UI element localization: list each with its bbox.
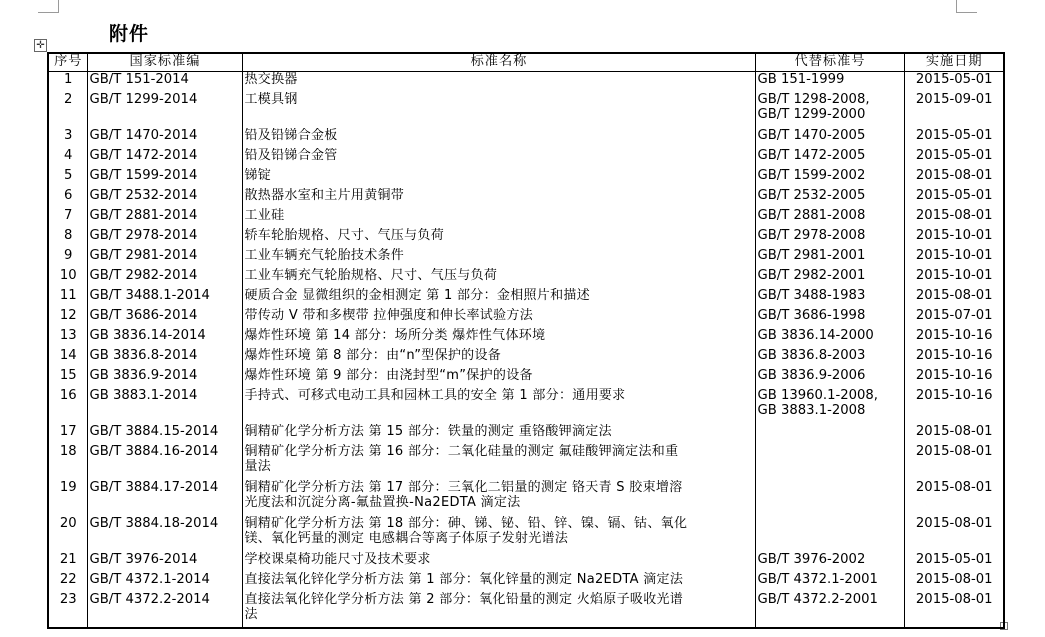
- cell-code: GB/T 3488.1-2014: [87, 288, 242, 308]
- cell-seq: 3: [48, 128, 87, 148]
- cell-replaces: [755, 208, 904, 228]
- cell-replaces-line: GB/T 1599-2002: [757, 167, 866, 183]
- table-row: [48, 480, 1004, 516]
- cell-name-line: 工业硅: [244, 207, 285, 223]
- cell-name-line: 热交换器: [244, 72, 298, 87]
- cell-replaces: [755, 188, 904, 208]
- cell-seq: 15: [48, 368, 87, 388]
- cell-date: 2015-05-01: [904, 188, 1004, 208]
- cell-name-line: 硬质合金 显微组织的金相测定 第 1 部分：金相照片和描述: [244, 287, 591, 303]
- cell-replaces: [755, 572, 904, 592]
- table-move-handle-icon[interactable]: ✛: [34, 39, 47, 52]
- cell-code: GB 3883.1-2014: [87, 388, 242, 424]
- cell-name-line: 学校课桌椅功能尺寸及技术要求: [244, 551, 431, 567]
- cell-name: [242, 572, 755, 592]
- table-row: [48, 424, 1004, 444]
- cell-name: [242, 268, 755, 288]
- cell-replaces-line: GB 3836.14-2000: [757, 327, 874, 343]
- cell-name: [242, 308, 755, 328]
- cell-code: GB/T 2978-2014: [87, 228, 242, 248]
- table-row: [48, 72, 1004, 92]
- cell-replaces: [755, 480, 904, 516]
- cell-replaces: [755, 72, 904, 92]
- table-row: [48, 388, 1004, 424]
- cell-date: 2015-05-01: [904, 128, 1004, 148]
- cell-date: 2015-05-01: [904, 148, 1004, 168]
- crop-mark-top-right: [956, 0, 977, 13]
- cell-replaces: [755, 552, 904, 572]
- cell-name-line: 直接法氧化锌化学分析方法 第 1 部分：氧化锌量的测定 Na2EDTA 滴定法: [244, 571, 684, 587]
- cell-date: 2015-10-01: [904, 228, 1004, 248]
- cell-replaces: [755, 128, 904, 148]
- cell-replaces: [755, 268, 904, 288]
- cell-date: 2015-08-01: [904, 208, 1004, 228]
- cell-replaces: [755, 288, 904, 308]
- table-row: [48, 308, 1004, 328]
- cell-name: [242, 168, 755, 188]
- cell-seq: 19: [48, 480, 87, 516]
- cell-replaces-line: GB 3836.8-2003: [757, 347, 866, 363]
- cell-name: [242, 128, 755, 148]
- cell-name-line: 铜精矿化学分析方法 第 15 部分：铁量的测定 重铬酸钾滴定法: [244, 423, 612, 439]
- cell-date: 2015-05-01: [904, 72, 1004, 92]
- page-title: 附件: [109, 23, 150, 45]
- cell-name-line: 铜精矿化学分析方法 第 18 部分：砷、锑、铋、铅、锌、镍、镉、钴、氧化: [244, 515, 688, 531]
- table-row: [48, 268, 1004, 288]
- cell-replaces-line: GB/T 2982-2001: [757, 267, 866, 283]
- cell-seq: 5: [48, 168, 87, 188]
- cell-date: 2015-08-01: [904, 480, 1004, 516]
- cell-name-line: 爆炸性环境 第 8 部分：由“n”型保护的设备: [244, 347, 502, 363]
- cell-seq: 6: [48, 188, 87, 208]
- cell-date: 2015-09-01: [904, 92, 1004, 128]
- cell-replaces: [755, 348, 904, 368]
- cell-replaces: [755, 444, 904, 480]
- cell-date: 2015-10-16: [904, 368, 1004, 388]
- cell-name: [242, 92, 755, 128]
- cell-seq: 21: [48, 552, 87, 572]
- cell-code: GB/T 3976-2014: [87, 552, 242, 572]
- cell-name: [242, 228, 755, 248]
- cell-name-line: 带传动 V 带和多楔带 拉伸强度和伸长率试验方法: [244, 307, 533, 323]
- cell-name-line: 铅及铅锑合金板: [244, 127, 338, 143]
- cell-replaces-line: GB/T 3976-2002: [757, 551, 866, 567]
- standards-table: [47, 52, 1005, 629]
- header-date: 实施日期: [904, 53, 1004, 72]
- cell-replaces-line: GB 13960.1-2008,: [757, 387, 879, 403]
- cell-replaces-line: GB/T 4372.1-2001: [757, 571, 878, 587]
- cell-name-line: 锑锭: [244, 167, 272, 183]
- cell-seq: 16: [48, 388, 87, 424]
- cell-name-line: 轿车轮胎规格、尺寸、气压与负荷: [244, 227, 445, 243]
- cell-name-line: 光度法和沉淀分离-氟盐置换-Na2EDTA 滴定法: [244, 494, 521, 510]
- cell-name: [242, 424, 755, 444]
- table-row: [48, 148, 1004, 168]
- cell-date: 2015-08-01: [904, 168, 1004, 188]
- cell-name-line: 铅及铅锑合金管: [244, 147, 338, 163]
- cell-code: GB/T 1299-2014: [87, 92, 242, 128]
- cell-replaces-line: GB 151-1999: [757, 72, 845, 87]
- cell-name: [242, 480, 755, 516]
- cell-name-line: 工业车辆充气轮胎技术条件: [244, 247, 405, 263]
- table-row: [48, 168, 1004, 188]
- table-row: [48, 208, 1004, 228]
- cell-name: [242, 208, 755, 228]
- cell-name: [242, 148, 755, 168]
- cell-name-line: 散热器水室和主片用黄铜带: [244, 187, 405, 203]
- cell-replaces: [755, 328, 904, 348]
- cell-seq: 11: [48, 288, 87, 308]
- cell-name-line: 镁、氧化钙量的测定 电感耦合等离子体原子发射光谱法: [244, 530, 569, 546]
- cell-date: 2015-08-01: [904, 516, 1004, 552]
- table-row: [48, 188, 1004, 208]
- cell-code: GB/T 2981-2014: [87, 248, 242, 268]
- cell-code: GB/T 3884.16-2014: [87, 444, 242, 480]
- table-header-row: [48, 53, 1004, 72]
- cell-seq: 23: [48, 592, 87, 628]
- cell-code: GB 3836.14-2014: [87, 328, 242, 348]
- cell-name: [242, 248, 755, 268]
- cell-date: 2015-07-01: [904, 308, 1004, 328]
- cell-date: 2015-08-01: [904, 444, 1004, 480]
- cell-name-line: 量法: [244, 458, 272, 474]
- cell-code: GB/T 4372.2-2014: [87, 592, 242, 628]
- cell-replaces: [755, 228, 904, 248]
- cell-code: GB/T 4372.1-2014: [87, 572, 242, 592]
- cell-replaces-line: GB/T 3488-1983: [757, 287, 866, 303]
- cell-seq: 7: [48, 208, 87, 228]
- cell-name: [242, 72, 755, 92]
- cell-code: GB/T 1472-2014: [87, 148, 242, 168]
- cell-seq: 20: [48, 516, 87, 552]
- cell-date: 2015-05-01: [904, 552, 1004, 572]
- cell-replaces: [755, 248, 904, 268]
- cell-code: GB 3836.8-2014: [87, 348, 242, 368]
- cell-seq: 14: [48, 348, 87, 368]
- cell-seq: 9: [48, 248, 87, 268]
- table-row: [48, 228, 1004, 248]
- cell-name: [242, 188, 755, 208]
- cell-seq: 1: [48, 72, 87, 92]
- cell-name-line: 手持式、可移式电动工具和园林工具的安全 第 1 部分：通用要求: [244, 387, 626, 403]
- table-row: [48, 248, 1004, 268]
- cell-replaces-line: GB 3883.1-2008: [757, 402, 866, 418]
- cell-name-line: 铜精矿化学分析方法 第 17 部分：三氧化二铝量的测定 铬天青 S 胶束增溶: [244, 479, 683, 495]
- cell-seq: 8: [48, 228, 87, 248]
- cell-name: [242, 552, 755, 572]
- cell-replaces: [755, 424, 904, 444]
- cell-name-line: 爆炸性环境 第 14 部分：场所分类 爆炸性气体环境: [244, 327, 546, 343]
- cell-replaces-line: GB/T 3686-1998: [757, 307, 866, 323]
- table-row: [48, 328, 1004, 348]
- cell-date: 2015-10-16: [904, 388, 1004, 424]
- cell-replaces-line: GB/T 2881-2008: [757, 207, 866, 223]
- cell-name: [242, 348, 755, 368]
- cell-replaces-line: GB/T 2532-2005: [757, 187, 866, 203]
- cell-date: 2015-08-01: [904, 572, 1004, 592]
- header-replaces: 代替标准号: [755, 53, 904, 72]
- cell-name: [242, 444, 755, 480]
- cell-replaces: [755, 168, 904, 188]
- header-seq: 序号: [48, 53, 87, 72]
- cell-replaces: [755, 308, 904, 328]
- cell-name-line: 法: [244, 606, 258, 622]
- header-name: 标准名称: [242, 53, 755, 72]
- cell-name: [242, 388, 755, 424]
- cell-date: 2015-10-01: [904, 248, 1004, 268]
- table-row: [48, 288, 1004, 308]
- cell-date: 2015-08-01: [904, 424, 1004, 444]
- cell-replaces: [755, 92, 904, 128]
- cell-name-line: 铜精矿化学分析方法 第 16 部分：二氧化硅量的测定 氟硅酸钾滴定法和重: [244, 443, 679, 459]
- cell-seq: 18: [48, 444, 87, 480]
- cell-name: [242, 592, 755, 628]
- cell-seq: 22: [48, 572, 87, 592]
- table-row: [48, 572, 1004, 592]
- table-row: [48, 348, 1004, 368]
- cell-replaces-line: GB 3836.9-2006: [757, 367, 866, 383]
- cell-name: [242, 328, 755, 348]
- cell-name-line: 工模具钢: [244, 91, 298, 107]
- cell-code: GB/T 3686-2014: [87, 308, 242, 328]
- cell-name-line: 直接法氧化锌化学分析方法 第 2 部分：氧化铅量的测定 火焰原子吸收光谱: [244, 591, 684, 607]
- cell-name-line: 工业车辆充气轮胎规格、尺寸、气压与负荷: [244, 267, 498, 283]
- cell-name: [242, 516, 755, 552]
- table-row: [48, 444, 1004, 480]
- cell-replaces-line: GB/T 2981-2001: [757, 247, 866, 263]
- cell-date: 2015-08-01: [904, 592, 1004, 628]
- cell-replaces-line: GB/T 4372.2-2001: [757, 591, 878, 607]
- cell-seq: 13: [48, 328, 87, 348]
- table-row: [48, 552, 1004, 572]
- cell-code: GB/T 1599-2014: [87, 168, 242, 188]
- cell-seq: 17: [48, 424, 87, 444]
- table-body: [48, 72, 1004, 628]
- cell-replaces: [755, 592, 904, 628]
- cell-date: 2015-10-16: [904, 348, 1004, 368]
- cell-date: 2015-08-01: [904, 288, 1004, 308]
- cell-code: GB/T 3884.17-2014: [87, 480, 242, 516]
- cell-name: [242, 368, 755, 388]
- cell-date: 2015-10-16: [904, 328, 1004, 348]
- cell-name-line: 爆炸性环境 第 9 部分：由浇封型“m”保护的设备: [244, 367, 533, 383]
- cell-code: GB/T 3884.18-2014: [87, 516, 242, 552]
- cell-code: GB/T 2881-2014: [87, 208, 242, 228]
- table-row: [48, 92, 1004, 128]
- cell-replaces-line: GB/T 1299-2000: [757, 106, 866, 122]
- header-code: 国家标准编: [87, 53, 242, 72]
- cell-replaces: [755, 388, 904, 424]
- crop-mark-top-left: [38, 0, 59, 13]
- table-row: [48, 128, 1004, 148]
- cell-seq: 2: [48, 92, 87, 128]
- table-row: [48, 368, 1004, 388]
- cell-name: [242, 288, 755, 308]
- table-row: [48, 592, 1004, 628]
- cell-replaces-line: GB/T 2978-2008: [757, 227, 866, 243]
- cell-code: GB 3836.9-2014: [87, 368, 242, 388]
- cell-code: GB/T 1470-2014: [87, 128, 242, 148]
- cell-code: GB/T 151-2014: [87, 72, 242, 92]
- cell-code: GB/T 2982-2014: [87, 268, 242, 288]
- cell-replaces-line: GB/T 1472-2005: [757, 147, 866, 163]
- table-row: [48, 516, 1004, 552]
- cell-replaces-line: GB/T 1298-2008,: [757, 91, 870, 107]
- cell-replaces: [755, 516, 904, 552]
- cell-seq: 4: [48, 148, 87, 168]
- cell-replaces: [755, 148, 904, 168]
- cell-seq: 12: [48, 308, 87, 328]
- cell-code: GB/T 2532-2014: [87, 188, 242, 208]
- cell-date: 2015-10-01: [904, 268, 1004, 288]
- cell-code: GB/T 3884.15-2014: [87, 424, 242, 444]
- cell-seq: 10: [48, 268, 87, 288]
- cell-replaces: [755, 368, 904, 388]
- cell-replaces-line: GB/T 1470-2005: [757, 127, 866, 143]
